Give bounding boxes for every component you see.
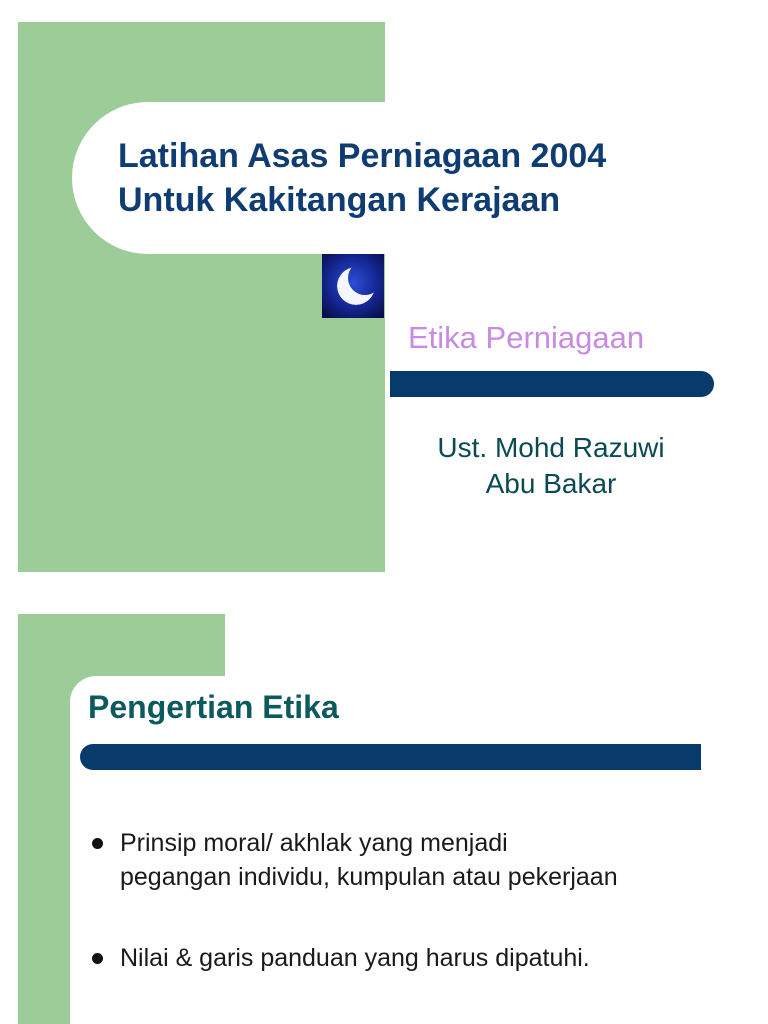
- slide-title-line-2: Untuk Kakitangan Kerajaan: [118, 181, 561, 219]
- divider-bar: [390, 371, 714, 397]
- bullet-icon: [92, 953, 103, 964]
- slide-title-line-1: Latihan Asas Perniagaan 2004: [118, 137, 607, 175]
- list-item: [92, 941, 732, 975]
- list-item-line: Prinsip moral/ akhlak yang menjadi: [120, 829, 508, 857]
- slide-title: Pengertian Etika: [88, 689, 339, 725]
- slide-title: [118, 134, 606, 222]
- slide-2: [0, 614, 768, 1024]
- author-line-1: Ust. Mohd Razuwi: [437, 432, 665, 463]
- slide-subtitle: Etika Perniagaan: [408, 320, 645, 355]
- crescent-moon-icon: [322, 254, 384, 318]
- bullet-icon: [92, 838, 103, 849]
- list-item-line: Nilai & garis panduan yang harus dipatuhi.: [120, 944, 590, 972]
- divider-bar: [80, 744, 701, 770]
- crescent-moon-graphic: [322, 254, 384, 318]
- list-item-line: pegangan individu, kumpulan atau pekerjaan: [120, 863, 618, 891]
- author-line-2: Abu Bakar: [485, 468, 617, 499]
- bullet-list: [92, 826, 732, 975]
- author-name: [400, 430, 702, 502]
- list-item: [92, 826, 732, 894]
